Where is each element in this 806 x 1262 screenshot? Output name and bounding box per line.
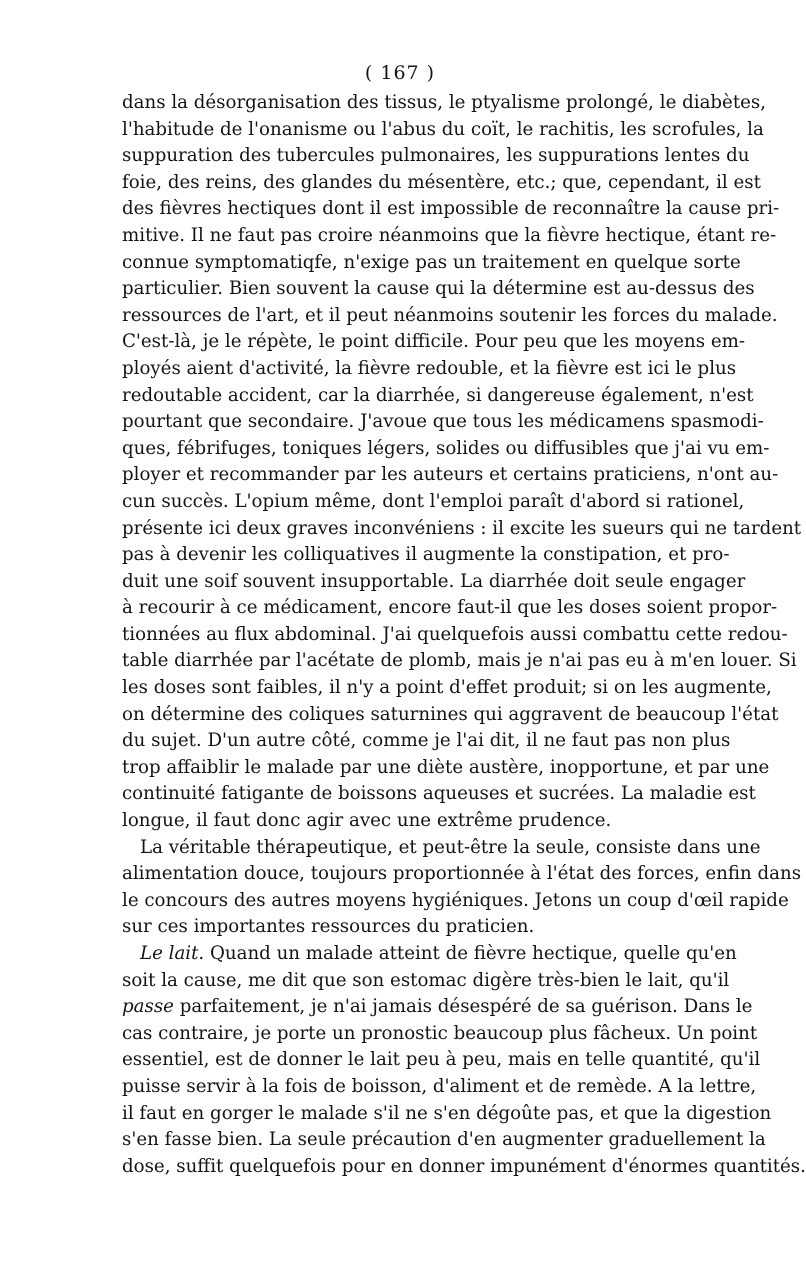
- text-line: sur ces importantes ressources du praticien.: [122, 916, 535, 938]
- text-line: connue symptomatiqfe, n'exige pas un traitement en quelque sorte: [122, 251, 741, 273]
- text-line: suppuration des tubercules pulmonaires, les suppurations lentes du: [122, 145, 750, 167]
- page-number: ( 167 ): [364, 62, 436, 84]
- text-line: tionnées au flux abdominal. J'ai quelquefois aussi combattu cette redou-: [122, 623, 788, 645]
- text-line: dose, suffit quelquefois pour en donner impunément d'énormes quantités.: [122, 1155, 806, 1177]
- text-line: dans la désorganisation des tissus, le ptyalisme prolongé, le diabètes,: [122, 92, 767, 113]
- text-line: soit la cause, me dit que son estomac digère très-bien le lait, qu'il: [122, 969, 730, 991]
- text-line: ployés aient d'activité, la fièvre redouble, et la fièvre est ici le plus: [122, 357, 737, 379]
- italic-word: passe: [122, 996, 174, 1018]
- paragraph-2: [122, 835, 802, 941]
- text-line: l'habitude de l'onanisme ou l'abus du coït, le rachitis, les scrofules, la: [122, 118, 764, 140]
- paragraph-1: [122, 90, 802, 835]
- text-line: particulier. Bien souvent la cause qui la détermine est au-dessus des: [122, 278, 755, 300]
- text-line: cas contraire, je porte un pronostic beaucoup plus fâcheux. Un point: [122, 1022, 758, 1044]
- text-line: redoutable accident, car la diarrhée, si dangereuse également, n'est: [122, 384, 754, 406]
- text-line: alimentation douce, toujours proportionnée à l'état des forces, enfin dans: [122, 863, 802, 885]
- text-line: table diarrhée par l'acétate de plomb, mais je n'ai pas eu à m'en louer. Si: [122, 650, 797, 672]
- text-line: il faut en gorger le malade s'il ne s'en dégoûte pas, et que la digestion: [122, 1102, 772, 1124]
- text-line: pas à devenir les colliquatives il augmente la constipation, et pro-: [122, 544, 730, 566]
- text-line: ques, fébrifuges, toniques légers, solides ou diffusibles que j'ai vu em-: [122, 437, 770, 459]
- text-line: puisse servir à la fois de boisson, d'aliment et de remède. A la lettre,: [122, 1075, 757, 1097]
- text-line: cun succès. L'opium même, dont l'emploi paraît d'abord si rationel,: [122, 490, 745, 512]
- text-line-fragment: parfaitement, je n'ai jamais désespéré de sa guérison. Dans le: [173, 996, 753, 1018]
- text-line: duit une soif souvent insupportable. La diarrhée doit seule engager: [122, 570, 746, 592]
- text-line: des fièvres hectiques dont il est impossible de reconnaître la cause pri-: [122, 198, 780, 220]
- text-line: les doses sont faibles, il n'y a point d'effet produit; si on les augmente,: [122, 677, 772, 699]
- paragraph-3-rest: [122, 1021, 806, 1181]
- text-line: longue, il faut donc agir avec une extrême prudence.: [122, 810, 612, 832]
- text-line: trop affaiblir le malade par une diète austère, inopportune, et par une: [122, 756, 770, 778]
- text-line: le concours des autres moyens hygiéniques. Jetons un coup d'œil rapide: [122, 889, 789, 911]
- text-line: [122, 994, 753, 1021]
- text-line: ressources de l'art, et il peut néanmoins soutenir les forces du malade.: [122, 304, 778, 326]
- text-line: continuité fatigante de boissons aqueuses et sucrées. La maladie est: [122, 783, 756, 805]
- text-line: du sujet. D'un autre côté, comme je l'ai dit, il ne faut pas non plus: [122, 730, 731, 752]
- text-line: on détermine des coliques saturnines qui aggravent de beaucoup l'état: [122, 703, 779, 725]
- text-line: mitive. Il ne faut pas croire néanmoins que la fièvre hectique, étant re-: [122, 224, 777, 246]
- text-line: La véritable thérapeutique, et peut-être la seule, consiste dans une: [140, 836, 761, 858]
- text-line: pourtant que secondaire. J'avoue que tous les médicamens spasmodi-: [122, 411, 764, 433]
- text-line: foie, des reins, des glandes du mésentère, etc.; que, cependant, il est: [122, 171, 761, 193]
- text-line: à recourir à ce médicament, encore faut-il que les doses soient propor-: [122, 597, 778, 619]
- text-line: ployer et recommander par les auteurs et certains praticiens, n'ont au-: [122, 464, 779, 486]
- text-line: C'est-là, je le répète, le point difficile. Pour peu que les moyens em-: [122, 331, 746, 353]
- text-line: présente ici deux graves inconvéniens : il excite les sueurs qui ne tardent: [122, 517, 802, 539]
- text-line-fragment: Quand un malade atteint de fièvre hectique, quelle qu'en: [204, 943, 737, 964]
- page-body: [122, 90, 806, 1180]
- section-heading-le-lait: Le lait.: [140, 943, 205, 964]
- text-line: [122, 941, 737, 968]
- text-line: essentiel, est de donner le lait peu à peu, mais en telle quantité, qu'il: [122, 1049, 761, 1071]
- paragraph-3: [122, 941, 806, 1180]
- text-line: s'en fasse bien. La seule précaution d'en augmenter graduellement la: [122, 1129, 766, 1151]
